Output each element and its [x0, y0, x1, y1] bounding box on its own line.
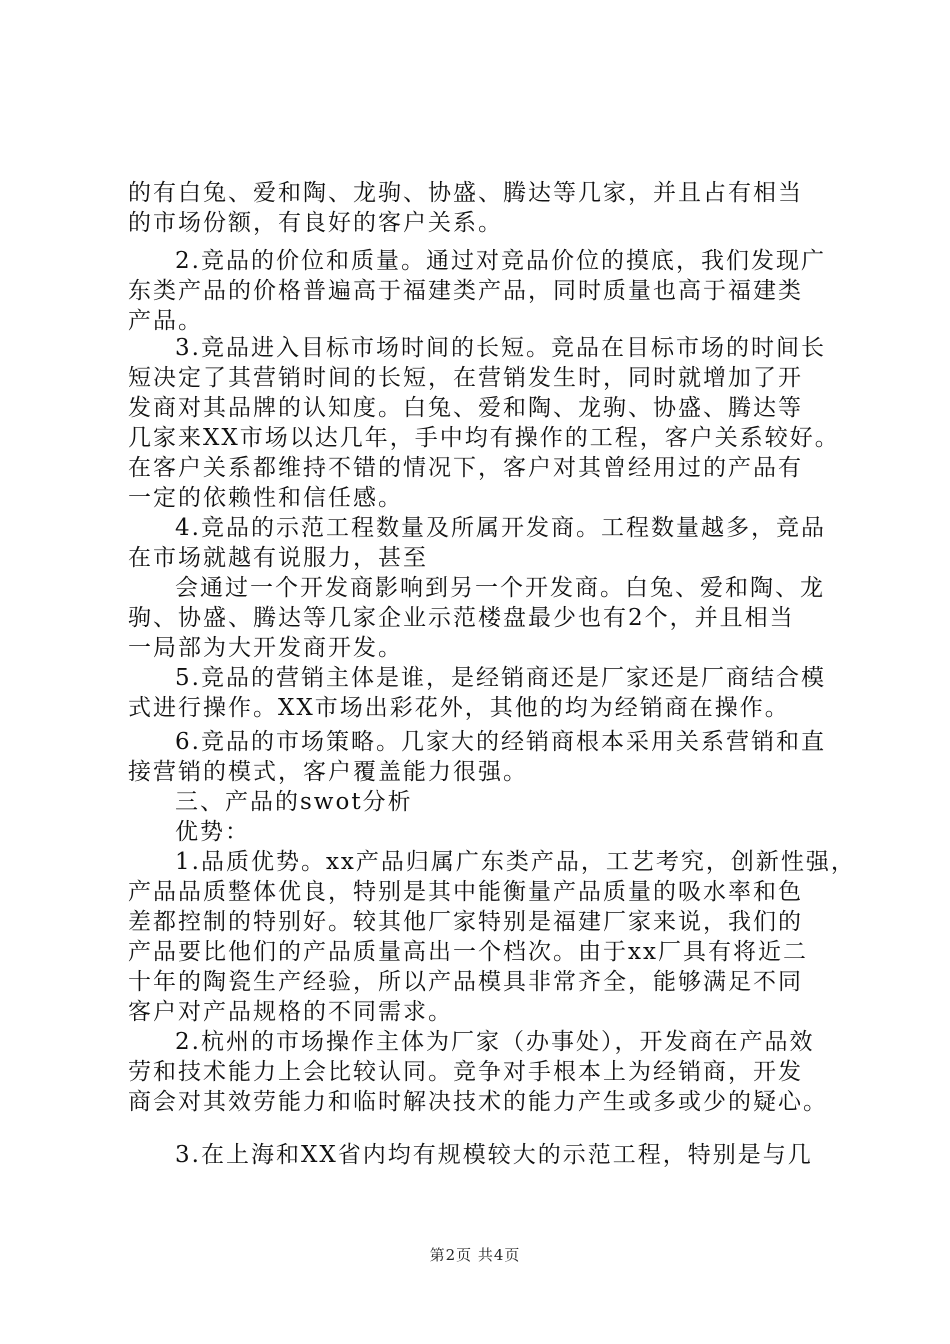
text-line: 5.竞品的营销主体是谁，是经销商还是厂家还是厂商结合模 [175, 665, 826, 691]
text-line: 3.在上海和XX省内均有规模较大的示范工程，特别是与几 [175, 1142, 813, 1168]
text-line: 的有白兔、爱和陶、龙驹、协盛、腾达等几家，并且占有相当 [128, 180, 803, 206]
text-line: 差都控制的特别好。较其他厂家特别是福建厂家来说，我们的 [128, 909, 803, 935]
text-line: 接营销的模式，客户覆盖能力很强。 [128, 759, 528, 785]
text-line: 发商对其品牌的认知度。白兔、爱和陶、龙驹、协盛、腾达等 [128, 395, 803, 421]
text-line: 会通过一个开发商影响到另一个开发商。白兔、爱和陶、龙 [175, 575, 825, 601]
text-line: 十年的陶瓷生产经验，所以产品模具非常齐全，能够满足不同 [128, 969, 803, 995]
text-line: 2.竞品的价位和质量。通过对竞品价位的摸底，我们发现广 [175, 248, 826, 274]
subheading: 优势： [175, 819, 250, 845]
text-line: 几家来XX市场以达几年，手中均有操作的工程，客户关系较好。 [128, 425, 840, 451]
text-line: 劳和技术能力上会比较认同。竞争对手根本上为经销商，开发 [128, 1059, 803, 1085]
text-line: 商会对其效劳能力和临时解决技术的能力产生或多或少的疑心。 [128, 1089, 828, 1115]
text-line: 驹、协盛、腾达等几家企业示范楼盘最少也有2个，并且相当 [128, 605, 795, 631]
text-line: 6.竞品的市场策略。几家大的经销商根本采用关系营销和直 [175, 729, 826, 755]
text-line: 东类产品的价格普遍高于福建类产品，同时质量也高于福建类 [128, 278, 803, 304]
text-line: 产品。 [128, 308, 203, 334]
text-line: 客户对产品规格的不同需求。 [128, 999, 453, 1025]
text-line: 式进行操作。XX市场出彩花外，其他的均为经销商在操作。 [128, 695, 790, 721]
text-line: 产品品质整体优良，特别是其中能衡量产品质量的吸水率和色 [128, 879, 803, 905]
text-line: 2.杭州的市场操作主体为厂家（办事处），开发商在产品效 [175, 1029, 815, 1055]
text-line: 3.竞品进入目标市场时间的长短。竞品在目标市场的时间长 [175, 335, 826, 361]
text-line: 产品要比他们的产品质量高出一个档次。由于xx厂具有将近二 [128, 939, 808, 965]
text-line: 一局部为大开发商开发。 [128, 635, 403, 661]
text-line: 4.竞品的示范工程数量及所属开发商。工程数量越多，竞品 [175, 515, 826, 541]
text-line: 一定的依赖性和信任感。 [128, 485, 403, 511]
page-number-footer: 第2页 共4页 [429, 1246, 521, 1264]
text-line: 在市场就越有说服力，甚至 [128, 545, 428, 571]
text-line: 在客户关系都维持不错的情况下，客户对其曾经用过的产品有 [128, 455, 803, 481]
text-line: 的市场份额，有良好的客户关系。 [128, 210, 503, 236]
text-line: 短决定了其营销时间的长短，在营销发生时，同时就增加了开 [128, 365, 803, 391]
text-line: 1.品质优势。xx产品归属广东类产品，工艺考究，创新性强， [175, 849, 856, 875]
section-heading: 三、产品的swot分析 [175, 789, 413, 815]
